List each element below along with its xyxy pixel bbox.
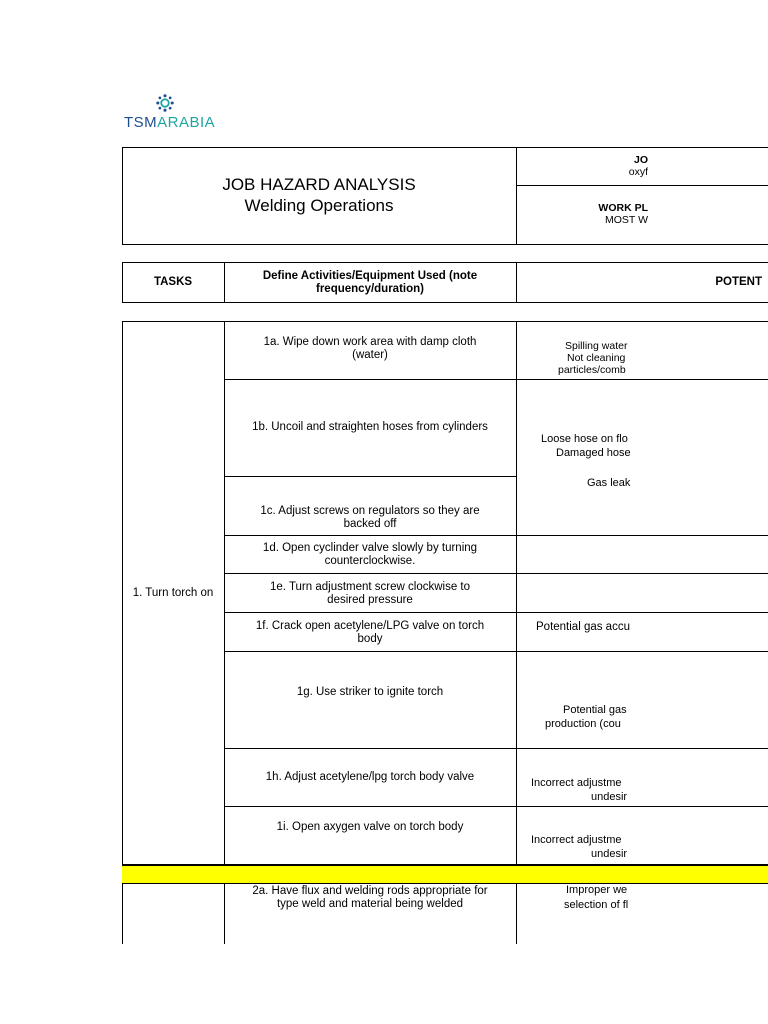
activity-1i: 1i. Open axygen valve on torch body <box>276 820 464 833</box>
activity-1e: 1e. Turn adjustment screw clockwise to desired pressure <box>269 581 471 606</box>
company-logo <box>124 94 244 134</box>
hazard-1b-l1: Loose hose on flo <box>541 433 628 445</box>
hazard-2a-text <box>516 883 768 913</box>
title-line2: Welding Operations <box>244 196 394 215</box>
section-separator <box>122 865 768 884</box>
job-value: oxyf <box>628 166 648 178</box>
logo-tsm: TSM <box>124 114 158 131</box>
column-activities-line1: Define Activities/Equipment Used (note <box>262 270 478 282</box>
logo-wordmark <box>124 114 215 131</box>
hazard-1h-text <box>516 776 768 806</box>
column-potential <box>516 262 768 303</box>
gear-icon <box>156 94 174 112</box>
task1-label: 1. Turn torch on <box>132 586 214 599</box>
hazard-1i-l1: Incorrect adjustme <box>531 834 622 846</box>
hazard-1a-l1: Spilling water <box>565 340 628 352</box>
activity-2a-line2: type weld and material being welded <box>276 898 464 910</box>
hazard-1h-l2: undesir <box>591 791 628 803</box>
activity-1b: 1b. Uncoil and straighten hoses from cylinders <box>252 420 488 433</box>
hazard-1i-text <box>516 833 768 863</box>
hazard-1h-l1: Incorrect adjustme <box>531 777 622 789</box>
logo-arabia: ARABIA <box>157 114 216 131</box>
hazard-2a-l2: selection of fl <box>564 899 629 911</box>
job-title-cell <box>516 150 752 182</box>
hazard-1g-l2: production (cou <box>545 718 621 730</box>
hazard-1g-l1: Potential gas <box>563 704 627 716</box>
work-place-label: WORK PL <box>598 202 648 214</box>
activity-2a <box>226 883 514 913</box>
hazard-1b-l2: Damaged hose <box>556 447 631 459</box>
column-potential-label: POTENT <box>715 276 762 288</box>
title-line1: JOB HAZARD ANALYSIS <box>222 175 416 194</box>
hazard-1g-text <box>516 703 768 733</box>
hazard-1a-l3: particles/comb <box>558 364 626 376</box>
activity-1d: 1d. Open cyclinder valve slowly by turning counterclockwise. <box>262 542 478 567</box>
hazard-2a-l1: Improper we <box>566 884 628 896</box>
column-tasks: TASKS <box>153 276 193 288</box>
activity-2a-line1: 2a. Have flux and welding rods appropriate for <box>252 885 488 897</box>
column-activities-line2: frequency/duration) <box>316 283 424 295</box>
work-place-value: MOST W <box>605 214 648 226</box>
activity-1f: 1f. Crack open acetylene/LPG valve on torch body <box>255 620 485 645</box>
document-title <box>122 160 516 230</box>
job-label: JO <box>633 154 648 166</box>
work-place-cell <box>516 198 752 230</box>
hazard-1b-text <box>516 432 768 462</box>
column-activities <box>224 263 516 303</box>
hazard-1f-text: Potential gas accu <box>536 621 630 633</box>
hazard-1c-text: Gas leak <box>587 477 631 489</box>
hazard-1a-text <box>516 340 768 380</box>
activity-1g: 1g. Use striker to ignite torch <box>296 685 444 698</box>
activity-1h: 1h. Adjust acetylene/lpg torch body valve <box>265 770 475 783</box>
activity-1c: 1c. Adjust screws on regulators so they are backed off <box>260 505 480 530</box>
hazard-1a-l2: Not cleaning <box>567 352 626 364</box>
activity-1a: 1a. Wipe down work area with damp cloth (water) <box>263 336 477 361</box>
hazard-1i-l2: undesir <box>591 848 628 860</box>
